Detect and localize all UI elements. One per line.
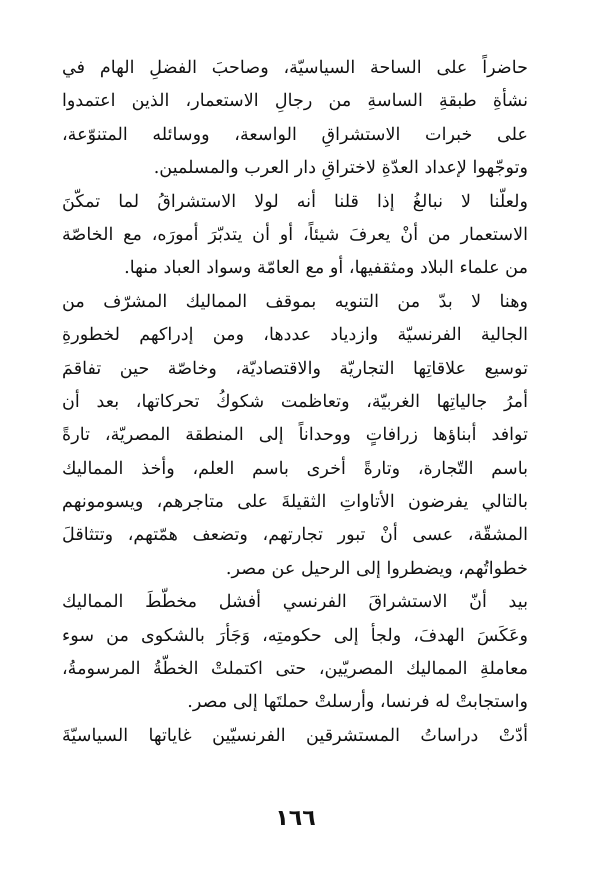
text-line: ولعلّنا لا نبالغُ إذا قلنا أنه لولا الاستشراقُ لما تمكّنَ [62, 191, 528, 212]
body-text [62, 52, 528, 753]
text-line: بيد أنّ الاستشراقَ الفرنسي أفشل مخطّطَ المماليك [62, 592, 528, 613]
text-line: نشأةِ طبقةِ الساسةِ من رجالِ الاستعمار، الذين اعتمدوا [62, 91, 528, 112]
text-line: وتوجّهوا لإعداد العدّةِ لاختراقِ دار العرب والمسلمين. [153, 158, 528, 179]
text-line: معاملةِ المماليك المصريّين، حتى اكتملتْ الخطّةُ المرسومةُ، [62, 659, 528, 680]
text-line: أمرُ جالياتِها الغربيّة، وتعاظمت شكوكُ تحركاتها، بعد أن [62, 391, 528, 412]
text-line: توافد أبناؤها زرافاتٍ ووحداناً إلى المنطقة المصريّة، تارةً [62, 425, 528, 446]
text-line: خطواتُهم، ويضطروا إلى الرحيل عن مصر. [225, 558, 528, 579]
text-line: حاضراً على الساحة السياسيّة، وصاحبَ الفضلِ الهام في [62, 58, 528, 78]
text-line: الجالية الفرنسيّة وازدياد عددها، ومن إدراكهم لخطورةِ [62, 325, 528, 346]
text-line: المشقّة، عسى أنْ تبور تجارتهم، وتضعف همّتهم، وتتثاقلَ [62, 525, 528, 546]
text-line: توسيع علاقاتِها التجاريّة والاقتصاديّة، وخاصّة حين تفاقمَ [62, 358, 528, 379]
text-line: أدّتْ دراساتُ المستشرقين الفرنسيّين غاياتها السياسيّةَ [62, 725, 528, 746]
text-line: من علماء البلاد ومثقفيها، أو مع العامّة وسواد العباد منها. [124, 258, 528, 279]
text-line: باسم التّجارة، وتارةً أخرى باسم العلم، وأخذ المماليك [62, 458, 528, 479]
page-number: ١٦٦ [275, 806, 316, 831]
text-line: بالتالي يفرضون الأتاواتِ الثقيلةَ على متاجرهم، ويسومونهم [62, 492, 528, 513]
text-line: الاستعمار من أنْ يعرفَ شيئاً، أو أن يتدبّرَ أمورَه، مع الخاصّة [62, 224, 528, 245]
text-line: على خبرات الاستشراقِ الواسعة، ووسائله المتنوّعة، [62, 124, 528, 145]
text-line: وعَكَسَ الهدفَ، ولجأ إلى حكومتِه، وَجَأرَ بالشكوى من سوء [62, 625, 528, 646]
text-line: وهنا لا بدّ من التنويه بموقف المماليك المشرّف من [62, 291, 528, 312]
text-line: واستجابتْ له فرنسا، وأرسلتْ حملتَها إلى مصر. [187, 692, 528, 713]
